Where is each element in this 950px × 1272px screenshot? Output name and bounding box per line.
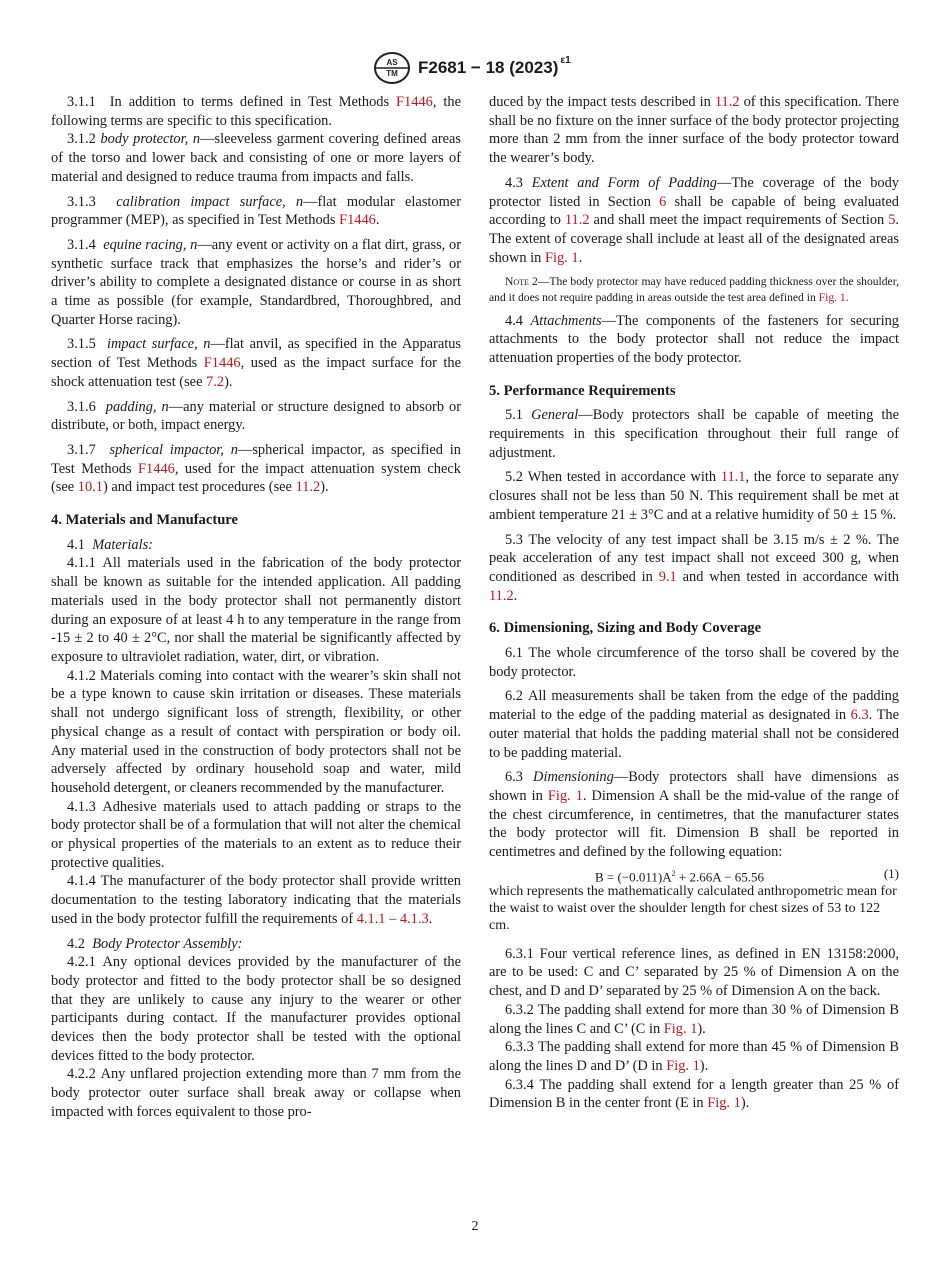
section-5-2: 5.2 When tested in accordance with 11.1, the force to separate any closures shall not be less than 50 N. This requirement shall be met at ambient temperature 21 ± 3°C and at a relative humidity of 50 ± 15 %. xyxy=(489,469,899,523)
ref-6-3[interactable]: 6.3 xyxy=(850,707,869,724)
ref-11-2[interactable]: 11.2 xyxy=(564,212,590,229)
ref-fig-1[interactable]: Fig. 1 xyxy=(544,249,579,266)
section-4-3: 4.3 Extent and Form of Padding—The coverage of the body protector listed in Section 6 shall be capable of being evaluated according to 11.2 and shall meet the impact requirements of Section 5. The extent of coverage shall include at least all of the designated areas shown in Fig. 1. xyxy=(489,174,900,266)
standard-designation xyxy=(418,55,571,78)
section-3-1-7: 3.1.7 spherical impactor, n—spherical impactor, as specified in Test Methods F1446, used for the impact attenuation system check (see 10.1) and impact test procedures (see 11.2). xyxy=(51,441,461,496)
section-3-1-1: 3.1.1 In addition to terms defined in Test Methods F1446, the following terms are specific to this specification. xyxy=(51,94,461,129)
ref-f1446[interactable]: F1446 xyxy=(396,94,433,110)
equation-number: (1) xyxy=(883,865,899,881)
section-6-3-3: 6.3.3 The padding shall extend for more than 45 % of Dimension B along the lines D and D’ (D in Fig. 1). xyxy=(489,1039,899,1074)
svg-text:TM: TM xyxy=(386,69,398,78)
section-6-2: 6.2 All measurements shall be taken from the edge of the padding material to the edge of the padding material as designated in 6.3. The outer material that holds the padding material shall not be considered to be padding material. xyxy=(489,688,899,761)
ref-10-1[interactable]: 10.1 xyxy=(77,479,103,496)
right-column xyxy=(489,93,899,1113)
section-4-2: 4.2 Body Protector Assembly: xyxy=(67,935,243,952)
equation-body: $B = (-0.011)A^2 + 2.66A - 65.56$ xyxy=(595,868,764,885)
ref-fig-1[interactable]: Fig. 1 xyxy=(707,1095,741,1112)
section-6-3: 6.3 Dimensioning—Body protectors shall have dimensions as shown in Fig. 1. Dimension A shall be the mid-value of the range of the chest circumference, in centimetres, that the manufacturer states the body protector will fit. Dimension B shall be reported in centimetres and defined by the following equation: xyxy=(489,769,900,861)
astm-logo-icon xyxy=(372,51,412,85)
ref-fig-1[interactable]: Fig. 1 xyxy=(818,290,846,304)
ref-11-2[interactable]: 11.2 xyxy=(714,94,740,110)
ref-section-5[interactable]: 5 xyxy=(888,212,896,229)
section-4-1-2: 4.1.2 Materials coming into contact with the wearer’s skin shall not be a type known to cause skin irritation or diseases. These materials shall not undergo significant loss of strength, flexibility, or other physical change as a result of contact with perspiration or body oil. Any material used in the construction of body protectors shall not be adversely affected by ordinary household soap and water, mild household detergent, or cleaners recommended by the manufacturer. xyxy=(51,667,461,796)
ref-7-2[interactable]: 7.2 xyxy=(206,373,225,390)
section-3-1-5: 3.1.5 impact surface, n—flat anvil, as specified in the Apparatus section of Test Methods F1446, used as the impact surface for the shock attenuation test (see 7.2). xyxy=(51,336,462,390)
ref-9-1[interactable]: 9.1 xyxy=(658,568,677,585)
svg-text:AS: AS xyxy=(386,58,398,67)
ref-f1446[interactable]: F1446 xyxy=(203,355,241,372)
ref-11-1[interactable]: 11.1 xyxy=(720,469,746,486)
section-6-3-2: 6.3.2 The padding shall extend for more than 30 % of Dimension B along the lines C and C’ (C in Fig. 1). xyxy=(489,1001,899,1037)
section-4-4: 4.4 Attachments—The components of the fasteners for securing attachments to the body protector shall not reduce the impact attenuation properties of the body protector. xyxy=(489,312,899,366)
ref-f1446[interactable]: F1446 xyxy=(138,460,175,477)
page-number: 2 xyxy=(471,1219,479,1234)
ref-4-1-1-to-4-1-3[interactable]: 4.1.1 – 4.1.3 xyxy=(356,910,429,927)
section-6-3-1: 6.3.1 Four vertical reference lines, as defined in EN 13158:2000, are to be used: C and C’ separated by 25 % of Dimension A on the chest, and D and D’ separated by 25 % of Dimension A on the back. xyxy=(489,945,899,1000)
section-3-1-3: 3.1.3 calibration impact surface, n—flat modular elastomer programmer (MEP), as specified in Test Methods F1446. xyxy=(51,193,461,229)
section-4-2-2: 4.2.2 Any unflared projection extending more than 7 mm from the body protector outer surface shall break away or collapse when impacted with forces equivalent to those pro- xyxy=(51,1066,461,1120)
ref-f1446[interactable]: F1446 xyxy=(339,212,376,229)
left-column xyxy=(51,93,461,1122)
section-3-1-2: 3.1.2 body protector, n—sleeveless garment covering defined areas of the torso and lower back and consisting of one or more layers of material and designed to reduce trauma from impacts and falls. xyxy=(51,131,461,185)
note-2: Note 2—The body protector may have reduced padding thickness over the shoulder, and it does not require padding in areas outside the test area defined in Fig. 1. xyxy=(489,275,899,304)
heading-performance-requirements: 5. Performance Requirements xyxy=(489,382,676,399)
section-6-3-4: 6.3.4 The padding shall extend for a length greater than 25 % of Dimension B in the center front (E in Fig. 1). xyxy=(489,1076,899,1112)
section-5-3: 5.3 The velocity of any test impact shall be 3.15 m/s ± 2 %. The peak acceleration of any test impact shall not exceed 300 g, when conditioned as described in 9.1 and when tested in accordance with 11.2. xyxy=(489,531,899,604)
heading-dimensioning: 6. Dimensioning, Sizing and Body Coverage xyxy=(489,620,762,637)
equation-1 xyxy=(489,865,899,883)
page-header xyxy=(0,51,950,87)
ref-11-2[interactable]: 11.2 xyxy=(489,587,514,604)
equation-explanation: which represents the mathematically calculated anthropometric mean for the waist to waist over the shoulder length for chest sizes of 53 to 122 cm. xyxy=(489,883,897,934)
section-4-2-2-continued: duced by the impact tests described in 11.2 of this specification. There shall be no fixture on the inner surface of the body protector projecting more than 2 mm from the inner surface of the body protector toward the wearer’s body. xyxy=(489,94,899,167)
section-6-1: 6.1 The whole circumference of the torso shall be covered by the body protector. xyxy=(489,645,899,680)
section-3-1-6: 3.1.6 padding, n—any material or structure designed to absorb or distribute, or both, impact energy. xyxy=(51,398,461,434)
section-4-1-1: 4.1.1 All materials used in the fabrication of the body protector shall be known as suitable for the intended application. All padding materials used in the body protector shall not permanently distort during an exposure of at least 4 h to any temperature in the range from -15 ± 2 to 40 ± 2°C, nor shall the material be significantly affected by exposure to ultraviolet radiation, water, dirt, or vibration. xyxy=(51,555,461,665)
heading-materials-and-manufacture: 4. Materials and Manufacture xyxy=(51,512,238,529)
ref-fig-1[interactable]: Fig. 1 xyxy=(663,1020,698,1037)
designation-text: F2681 − 18 (2023) xyxy=(418,58,559,77)
ref-section-6[interactable]: 6 xyxy=(659,193,667,210)
ref-11-2[interactable]: 11.2 xyxy=(295,479,321,496)
epsilon-superscript: ε1 xyxy=(560,55,571,67)
section-4-1-3: 4.1.3 Adhesive materials used to attach padding or straps to the body protector shall be of a formulation that will not alter the chemical or physical properties of the materials to an extent as to reduce their protective qualities. xyxy=(51,798,461,871)
section-4-1: 4.1 Materials: xyxy=(67,536,153,553)
ref-fig-1[interactable]: Fig. 1 xyxy=(547,787,583,804)
section-5-1: 5.1 General—Body protectors shall be capable of meeting the requirements in this specification throughout their full range of adjustment. xyxy=(489,407,899,461)
section-4-2-1: 4.2.1 Any optional devices provided by the manufacturer of the body protector and fitted to the body protector shall be so designed that they are unlikely to cause any injury to the wearer or other participants during contact. If the manufacturer provides optional devices then the body protector shall be tested with the optional devices fitted to the body protector. xyxy=(51,954,461,1064)
section-3-1-4: 3.1.4 equine racing, n—any event or activity on a flat dirt, grass, or synthetic surface track that emphasizes the horse’s and rider’s or driver’s ability to complete a designated distance or course in as short a time as possible (for example, Standardbred, Thoroughbred, and Quarter Horse racing). xyxy=(51,236,461,328)
section-4-1-4: 4.1.4 The manufacturer of the body protector shall provide written documentation to the testing laboratory indicating that the materials used in the body protector fulfill the requirements of 4.1.1 – 4.1.3. xyxy=(51,873,461,927)
ref-fig-1[interactable]: Fig. 1 xyxy=(666,1057,700,1074)
